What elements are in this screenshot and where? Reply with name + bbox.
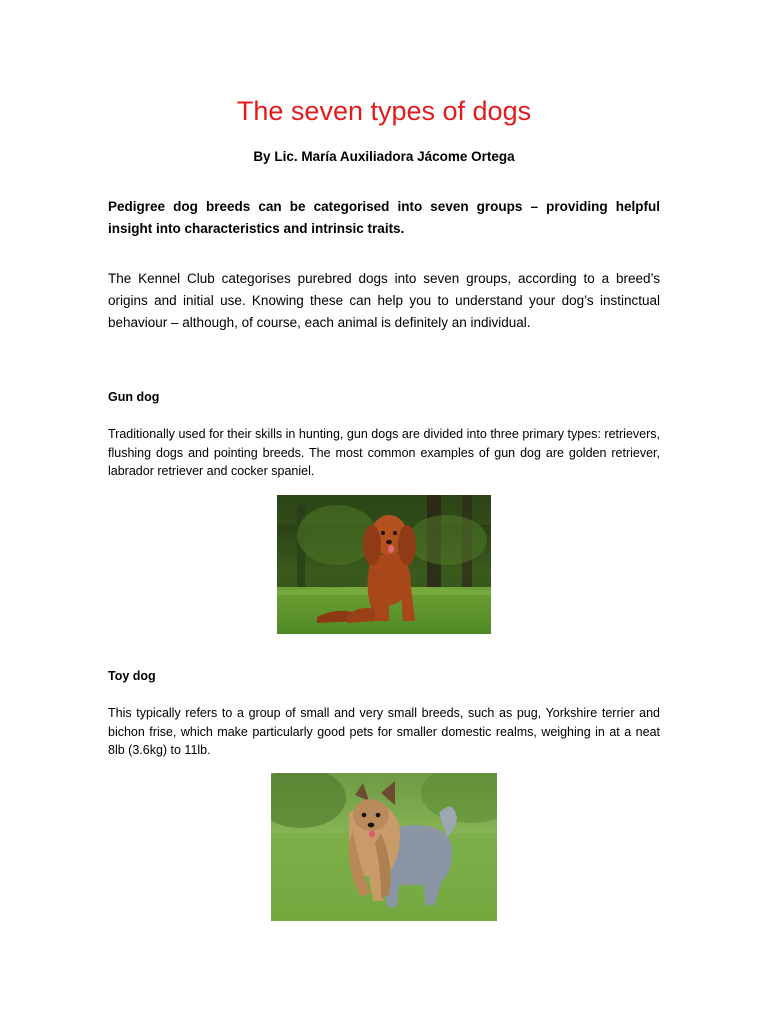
section-text-gun-dog: Traditionally used for their skills in hunting, gun dogs are divided into three primary types: retrievers, flushing dogs and pointing breeds. The most common examples of gun dog are golden retriever, labrador retriever and cocker spaniel.: [108, 427, 660, 478]
yorkshire-terrier-photo: [271, 773, 497, 921]
section-heading-gun-dog: Gun dog: [108, 390, 160, 404]
document-author: By Lic. María Auxiliadora Jácome Ortega: [253, 149, 515, 164]
cocker-spaniel-photo: [277, 495, 491, 634]
lead-paragraph: Pedigree dog breeds can be categorised into seven groups – providing helpful insight into characteristics and intrinsic traits.: [108, 199, 660, 236]
intro-paragraph: The Kennel Club categorises purebred dogs into seven groups, according to a breed’s origins and initial use. Knowing these can help you to understand your dog’s instinctual behaviour – although, of course, each animal is definitely an individual.: [108, 271, 660, 330]
section-heading-toy-dog: Toy dog: [108, 669, 156, 683]
document-title: The seven types of dogs: [236, 96, 532, 126]
section-text-toy-dog: This typically refers to a group of small and very small breeds, such as pug, Yorkshire terrier and bichon frise, which make particularly good pets for smaller domestic realms, weighing in at a neat 8lb (3.6kg) to 11lb.: [108, 706, 660, 757]
